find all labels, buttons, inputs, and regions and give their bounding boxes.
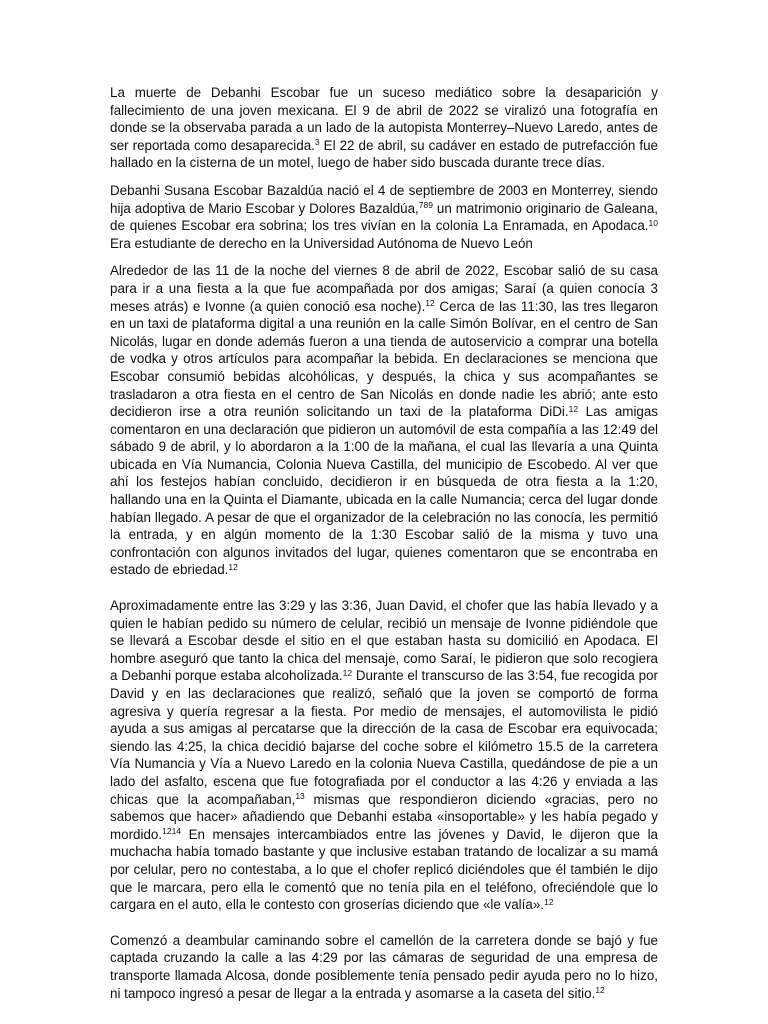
paragraph-text: La muerte de Debanhi Escobar fue un suceso mediático sobre la desaparición y fallecimiento de una joven mexicana. El 9 de abril de 2022 se viralizó una fotografía en donde se la observaba parada a un lado de la autopista Monterrey–Nuevo Laredo, antes de ser reportada como desaparecida. <box>110 85 658 153</box>
citation-marker: 10 <box>648 217 658 228</box>
paragraph-intro <box>110 84 658 172</box>
paragraph-text: Debanhi Susana Escobar Bazaldúa nació el 4 de septiembre de 2003 en Monterrey, siendo hija adoptiva de Mario Escobar y Dolores Bazaldúa, <box>110 182 658 216</box>
paragraph-text: Cerca de las 11:30, las tres llegaron en un taxi de plataforma digital a una reunión en la calle Simón Bolívar, en el centro de San Nicolás, lugar en donde además fueron a una tienda de autoservicio a comprar una botella de vodka y otros artículos para acompañar la bebida. En declaraciones se menciona que Escobar consumió bebidas alcohólicas, y después, la chica y sus acompañantes se trasladaron a otra fiesta en el centro de San Nicolás en donde nadie les abrió; ante esto decidieron irse a otra reunión solicitando un taxi de la plataforma DiDi. <box>110 298 659 420</box>
citation-marker: 13 <box>295 791 305 802</box>
paragraph-biography <box>110 182 658 252</box>
citation-marker: 3 <box>314 137 320 148</box>
paragraph-text: Comenzó a deambular caminando sobre el camellón de la carretera donde se bajó y fue captada cruzando la calle a las 4:29 por las cámaras de seguridad de una empresa de transporte llamada Alcosa, donde posiblemente tenía pensado pedir ayuda pero no lo hizo, ni tampoco ingresó a pesar de llegar a la entrada y asomarse a la caseta del sitio. <box>110 932 658 1001</box>
citation-marker: 789 <box>418 200 433 211</box>
paragraph-text: En mensajes intercambiados entre las jóvenes y David, le dijeron que la muchacha había tomado bastante y que inclusive estaban tratando de localizar a su mamá por celular, pero no contestaba, a lo que el chofer replicó diciéndoles que él también le dijo que le marcara, pero ella le comentó que no tenía pila en el teléfono, ofreciéndole que lo cargara en el auto, ella le contesto con groserías diciendo que «le valía». <box>110 826 658 913</box>
paragraph-text: Aproximadamente entre las 3:29 y las 3:36, Juan David, el chofer que las había llevado y a quien le habían pedido su número de celular, recibió un mensaje de Ivonne pidiéndole que se llevará a Escobar desde el sitio en el que estaban hasta su domicilió en Apodaca. El hombre aseguró que tanto la chica del mensaje, como Saraí, le pidieron que solo recogiera a Debanhi porque estaba alcoholizada. <box>110 598 658 684</box>
paragraph-text: Las amigas comentaron en una declaración que pidieron un automóvil de esta compañía a las 12:49 del sábado 9 de abril, y lo abordaron a la 1:00 de la mañana, el cual las llevaría a una Quinta ubicada en Vía Numancia, Colonia Nueva Castilla, del municipio de Escobedo. Al ver que ahí los festejos habían concluido, decidieron ir en búsqueda de otra fiesta a la 1:20, hallando una en la Quinta el Diamante, ubicada en la calle Numancia; cerca del lugar donde habían llegado. A pesar de que el organizador de la celebración no las conocía, les permitió la entrada, y en algún momento de la 1:30 Escobar salió de la misma y tuvo una confrontación con algunos invitados del lugar, quienes comentaron que se encontraba en estado de ebriedad. <box>110 404 659 578</box>
citation-marker: 1214 <box>162 826 182 837</box>
paragraph-text: El 22 de abril, su cadáver en estado de putrefacción fue hallado en la cisterna de un motel, luego de haber sido buscada durante trece días. <box>110 137 659 171</box>
paragraph-text: Durante el transcurso de las 3:54, fue recogida por David y en las declaraciones que realizó, señaló que la joven se comportó de forma agresiva y quería regresar a la fiesta. Por medio de mensajes, el automovilista le pidió ayuda a sus amigas al percatarse que la dirección de la casa de Escobar era equivocada; siendo las 4:25, la chica decidió bajarse del coche sobre el kilómetro 15.5 de la carretera Vía Numancia y Vía a Nuevo Laredo en la colonia Nueva Castilla, quedándose de pie a un lado del asfalto, escena que fue fotografiada por el conductor a las 4:26 y enviada a las chicas que la acompañaban, <box>110 668 658 807</box>
citation-marker: 12 <box>342 667 353 678</box>
citation-marker: 12 <box>544 896 554 907</box>
paragraph-text: mismas que respondieron diciendo «gracias, pero no sabemos que hacer» añadiendo que Debanhi estaba «insoportable» y les había pegado y mordido. <box>110 791 658 842</box>
citation-marker: 12 <box>228 561 238 572</box>
paragraph-text: un matrimonio originario de Galeana, de quienes Escobar era sobrina; los tres vivían en la colonia La Enramada, en Apodaca. <box>110 200 658 234</box>
document-body <box>110 84 658 1012</box>
paragraph-text: Era estudiante de derecho en la Universidad Autónoma de Nuevo León <box>110 235 533 251</box>
citation-marker: 12 <box>595 985 605 996</box>
paragraph-night-events <box>110 262 658 579</box>
paragraph-text: Alrededor de las 11 de la noche del viernes 8 de abril de 2022, Escobar salió de su casa para ir a una fiesta a la que fue acompañada por dos amigas; Saraí (a quien conocía 3 meses atrás) e Ivonne (a quien conoció esa noche). <box>110 263 658 314</box>
citation-marker: 12 <box>568 403 579 414</box>
paragraph-driver-account <box>110 597 658 914</box>
citation-marker: 12 <box>425 298 435 309</box>
paragraph-wandering <box>110 932 658 1002</box>
